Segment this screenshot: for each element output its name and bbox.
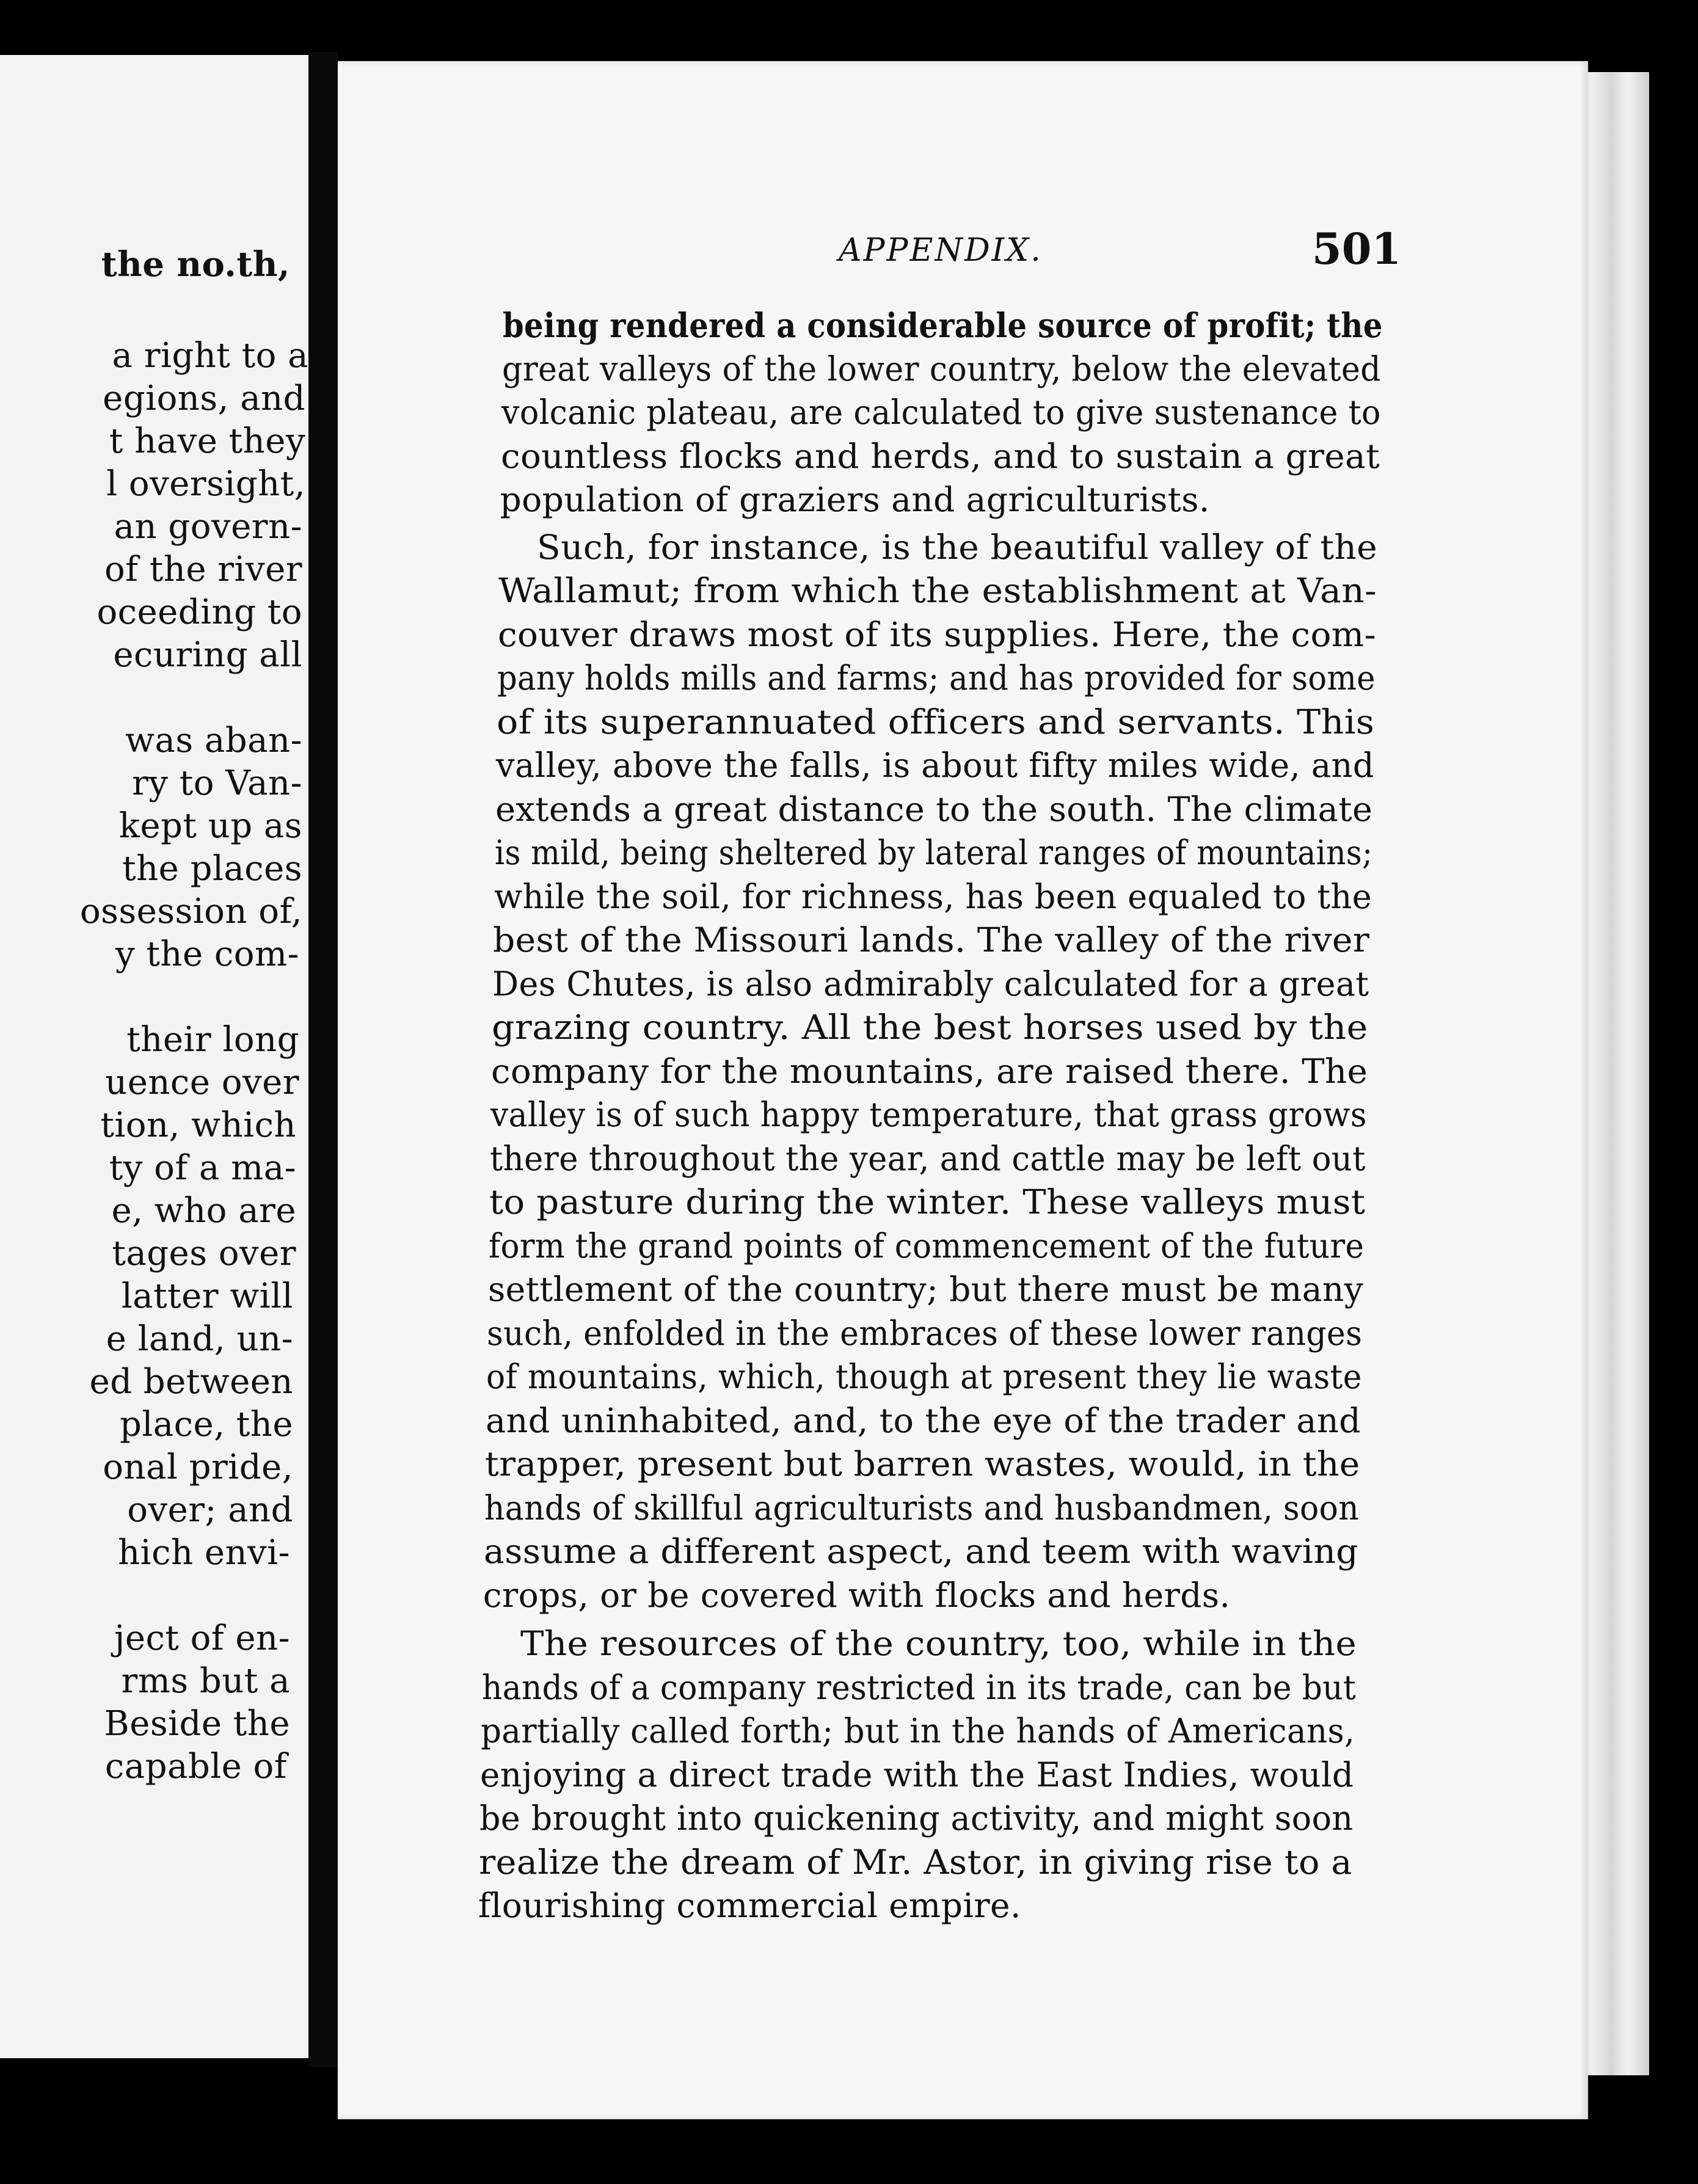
body-line: flourishing commercial empire. (478, 1886, 1021, 1925)
left-page-line: their long (126, 1020, 299, 1060)
left-page-line: tages over (112, 1234, 296, 1273)
body-line: assume a different aspect, and teem with waving (483, 1532, 1358, 1571)
left-page-line: an govern- (114, 507, 302, 547)
left-page-line: the places (122, 849, 302, 889)
body-line: realize the dream of Mr. Astor, in giving rise to a (479, 1842, 1352, 1882)
left-page-line: ossession of, (79, 892, 302, 931)
left-page-line: over; and (127, 1490, 293, 1530)
body-line: extends a great distance to the south. The climate (495, 789, 1373, 829)
body-line: valley is of such happy temperature, that grass grows (490, 1095, 1367, 1134)
left-page-line: ecuring all (113, 635, 302, 675)
left-page-line: uence over (105, 1063, 299, 1102)
body-line: couver draws most of its supplies. Here, the com- (498, 614, 1377, 654)
left-page (0, 55, 308, 2058)
left-page-line: latter will (121, 1276, 293, 1316)
body-line: trapper, present but barren wastes, would, in the (485, 1444, 1360, 1483)
running-head: APPENDIX. (839, 232, 1043, 269)
body-line: hands of skillful agriculturists and husbandmen, soon (484, 1488, 1360, 1527)
left-page-line: capable of (104, 1747, 287, 1786)
left-page-line: a right to a (112, 336, 308, 376)
body-line: there throughout the year, and cattle may be left out (489, 1138, 1366, 1178)
body-line: such, enfolded in the embraces of these lower ranges (487, 1313, 1363, 1353)
body-line: Such, for instance, is the beautiful valley of the (537, 527, 1378, 567)
right-page (338, 61, 1588, 2119)
body-line: volcanic plateau, are calculated to give sustenance to (501, 393, 1381, 432)
left-page-line: kept up as (118, 806, 302, 846)
left-page-line: hich envi- (118, 1533, 290, 1573)
body-line: hands of a company restricted in its trade, can be but (481, 1667, 1356, 1707)
body-line: valley, above the falls, is about fifty miles wide, and (495, 746, 1374, 785)
body-line: and uninhabited, and, to the eye of the trader and (486, 1400, 1361, 1440)
left-page-line: Beside the (104, 1704, 290, 1744)
body-line: pany holds mills and farms; and has provided for some (497, 658, 1376, 697)
body-line: The resources of the country, too, while in the (520, 1624, 1357, 1663)
body-line: population of graziers and agriculturists. (500, 480, 1210, 519)
left-page-line: onal pride, (103, 1447, 293, 1487)
body-line: settlement of the country; but there must be many (487, 1270, 1363, 1309)
left-page-line: ty of a ma- (109, 1148, 296, 1188)
left-page-line: oceeding to (97, 592, 302, 632)
left-page-line: e, who are (111, 1191, 296, 1231)
left-page-line: ed between (89, 1362, 293, 1402)
left-page-line: ry to Van- (132, 763, 302, 803)
left-page-line: t have they (109, 421, 305, 461)
left-page-line: was aban- (125, 721, 302, 760)
body-line: enjoying a direct trade with the East Indies, would (480, 1755, 1354, 1794)
body-line: partially called forth; but in the hands of Americans, (481, 1711, 1355, 1750)
body-text (338, 61, 1588, 2119)
body-line: form the grand points of commencement of the future (488, 1226, 1365, 1265)
body-line: being rendered a considerable source of profit; the (503, 305, 1383, 345)
left-page-line: ject of en- (114, 1618, 290, 1658)
body-line: Wallamut; from which the establishment at Van- (498, 571, 1377, 610)
left-page-line: egions, and (103, 379, 305, 418)
body-line: countless flocks and herds, and to sustain a great (500, 436, 1380, 476)
left-page-line: the no.th, (101, 244, 290, 285)
body-line: is mild, being sheltered by lateral ranges of mountains; (494, 833, 1373, 872)
body-line: crops, or be covered with flocks and herds. (483, 1575, 1231, 1615)
left-page-line: e land, un- (106, 1319, 293, 1359)
body-line: Des Chutes, is also admirably calculated for a great (492, 964, 1369, 1003)
body-line: great valleys of the lower country, below the elevated (501, 349, 1381, 388)
left-page-line: place, the (120, 1405, 293, 1444)
body-line: of mountains, which, though at present they lie waste (486, 1357, 1363, 1396)
left-page-line: tion, which (100, 1105, 296, 1145)
left-page-line: y the com- (115, 934, 299, 974)
body-line: company for the mountains, are raised there. The (491, 1051, 1368, 1091)
body-line: grazing country. All the best horses used by the (492, 1008, 1368, 1047)
body-line: to pasture during the winter. These valleys must (489, 1182, 1366, 1221)
body-line: be brought into quickening activity, and might soon (479, 1799, 1354, 1838)
book-gutter (308, 52, 338, 2067)
body-line: of its superannuated officers and servants. This (497, 702, 1375, 741)
body-line: best of the Missouri lands. The valley of the river (493, 920, 1370, 959)
left-page-line: of the river (104, 550, 302, 589)
body-line: while the soil, for richness, has been equaled to the (494, 876, 1372, 916)
left-page-line: l oversight, (106, 464, 305, 504)
page-number: 501 (1312, 224, 1402, 274)
left-page-line: rms but a (121, 1661, 290, 1701)
